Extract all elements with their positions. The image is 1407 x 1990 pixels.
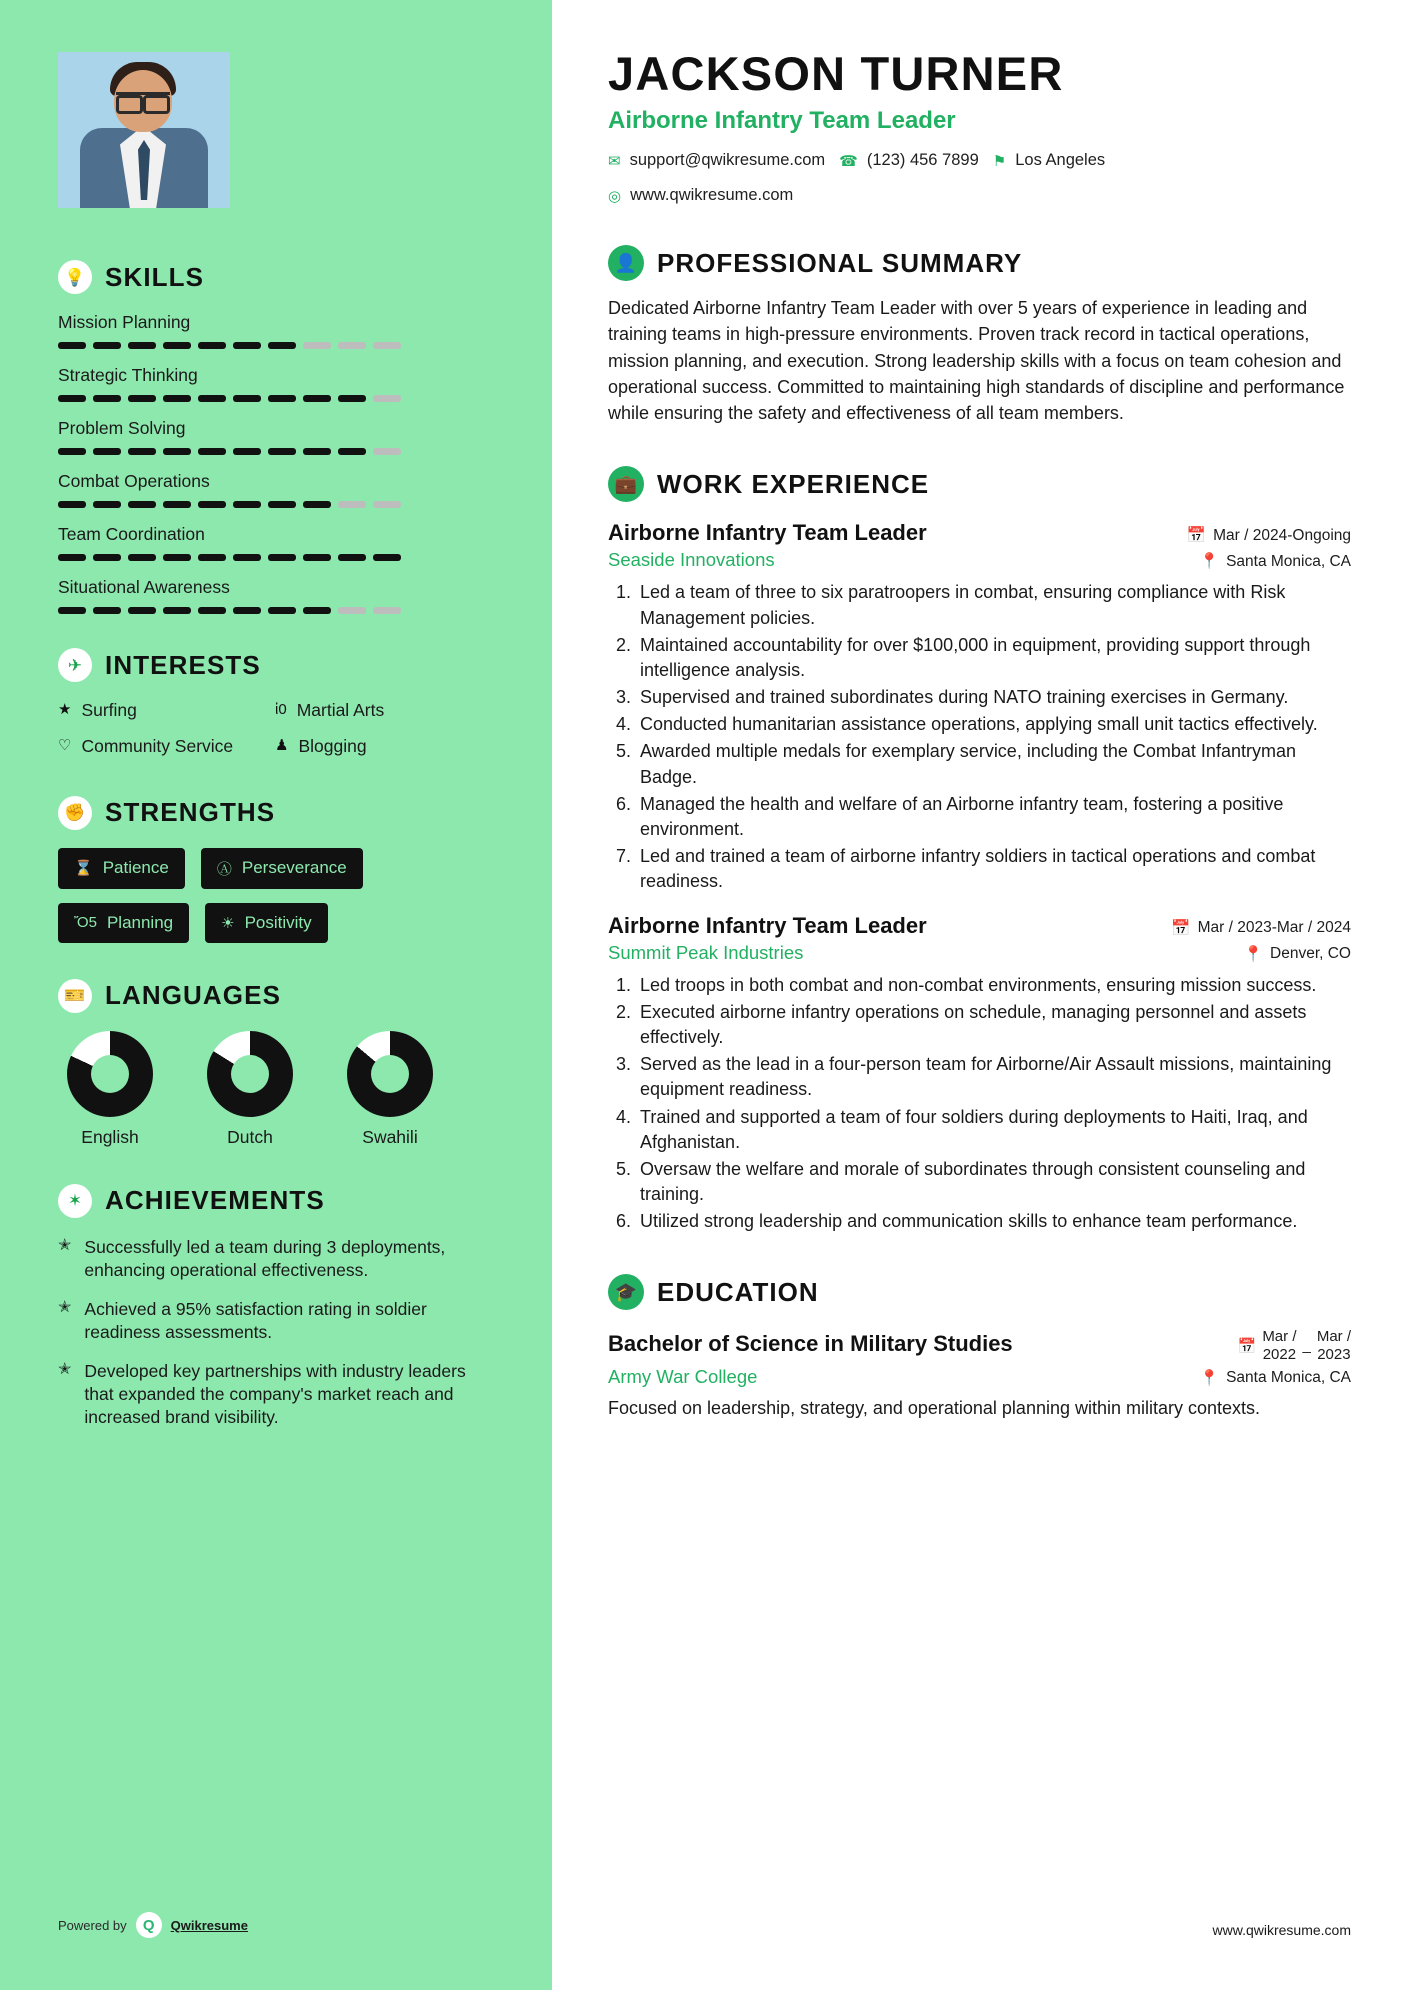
skill-dash [198,501,226,508]
skill-name: Situational Awareness [58,577,230,597]
globe-icon: ◎ [608,187,622,205]
skill-dash [198,554,226,561]
skill-level-bar [58,554,492,561]
strengths-heading [58,796,492,830]
achievements-heading [58,1184,492,1218]
skill-dash [163,554,191,561]
skill-dash [338,448,366,455]
job-header [608,913,1351,939]
strength-label: Planning [106,912,174,932]
award-icon: Ⓐ [216,860,232,878]
contact-text: www.qwikresume.com [630,186,794,204]
languages-heading [58,979,492,1013]
calendar-icon: 📅 [1186,527,1207,545]
education-location [1200,1369,1351,1388]
contact-text: (123) 456 7899 [866,151,979,169]
job-bullet: 4. Trained and supported a team of four soldiers during deployments to Haiti, Iraq, and Afghanistan. [636,1105,1351,1155]
contact-item[interactable] [839,151,979,170]
skill-name: Team Coordination [58,524,205,544]
job-company: Summit Peak Industries [608,941,804,963]
skill-dash [373,342,401,349]
skill-dash [93,607,121,614]
achievements-title: ACHIEVEMENTS [105,1185,325,1216]
envelope-icon: ✉ [608,152,621,170]
language-name: Swahili [362,1126,418,1147]
skill-dash [198,448,226,455]
skill-dash [163,448,191,455]
sidebar [0,0,552,1990]
skill-dash [58,554,86,561]
skill-dash [303,448,331,455]
education-heading [608,1274,1351,1310]
skill-dash [93,342,121,349]
achievements-section [58,1184,492,1430]
job-bullet: 3. Supervised and trained subordinates during NATO training exercises in Germany. [636,685,1351,710]
skill-dash [303,607,331,614]
professional-summary-title: PROFESSIONAL SUMMARY [657,247,1023,278]
skill-dash [128,501,156,508]
star-badge-icon: ✭ [58,1361,72,1379]
job-bullet-list [636,973,1351,1235]
graduation-icon: 🎓 [608,1274,644,1310]
user-circle-icon: 👤 [608,245,644,281]
skill-dash [128,395,156,402]
skill-dash [373,395,401,402]
contact-text: Los Angeles [1015,151,1106,169]
skills-heading [58,260,492,294]
education-header [608,1328,1351,1363]
skill-dash [128,554,156,561]
achievement-item [58,1360,492,1429]
achievement-text: Successfully led a team during 3 deployments, enhancing operational effectiveness. [84,1236,446,1280]
skill-level-bar [58,342,492,349]
star-icon: ★ [58,701,72,718]
job-bullet: 3. Served as the lead in a four-person team for Airborne/Air Assault missions, maintaining equipment readiness. [636,1052,1351,1102]
language-progress-donut [207,1031,293,1117]
footer-website: www.qwikresume.com [1212,1922,1351,1938]
badge-star-icon: ✶ [58,1184,92,1218]
education-subheader [608,1366,1351,1388]
contact-item[interactable] [993,151,1105,170]
education-date-end: Mar / 2023 [1316,1328,1351,1363]
job-location [1244,945,1351,964]
skill-dash [93,501,121,508]
job-bullet: 1. Led troops in both combat and non-combat environments, ensuring mission success. [636,973,1351,998]
skill-dash [338,395,366,402]
work-experience-heading [608,466,1351,502]
job-entry [608,520,1351,894]
skill-dash [338,607,366,614]
job-bullet: 7. Led and trained a team of airborne infantry soldiers in tactical operations and combat readiness. [636,844,1351,894]
calendar-icon: Ὄ5 [74,914,97,932]
skill-level-bar [58,607,492,614]
strength-label: Patience [102,858,169,878]
skill-dash [163,501,191,508]
education-date-separator: _ [1302,1337,1311,1355]
strength-chip [205,903,328,943]
achievement-item [58,1236,492,1282]
language-item [58,1031,162,1148]
location-icon: ⚑ [992,152,1007,170]
job-bullet: 6. Managed the health and welfare of an Airborne infantry team, fostering a positive environment. [636,792,1351,842]
skill-dash [198,342,226,349]
job-title: Airborne Infantry Team Leader [608,912,927,938]
lightbulb-icon: 💡 [58,260,92,294]
interests-heading [58,648,492,682]
skill-dash [303,342,331,349]
qwikresume-link[interactable]: Qwikresume [170,1917,248,1933]
interests-title: INTERESTS [105,649,261,680]
qwikresume-logo-icon: Q [136,1912,162,1938]
strength-chip [201,848,363,889]
strength-label: Perseverance [241,858,347,878]
job-location-text: Santa Monica, CA [1226,552,1351,570]
candidate-role: Airborne Infantry Team Leader [608,107,956,134]
job-date-text: Mar / 2023-Mar / 2024 [1197,919,1351,937]
job-location [1200,552,1351,571]
skill-dash [233,342,261,349]
skill-dash [338,501,366,508]
star-badge-icon: ✭ [58,1236,72,1254]
skill-dash [268,342,296,349]
people-icon: ♟ [275,736,289,754]
achievement-text: Developed key partnerships with industry leaders that expanded the company's market reach and increased brand visibility. [84,1361,466,1428]
job-bullet: 2. Maintained accountability for over $100,000 in equipment, providing support through intelligence analysis. [636,633,1351,683]
skills-title: SKILLS [105,261,205,292]
skill-dash [373,554,401,561]
skill-level-bar [58,448,492,455]
skill-dash [93,395,121,402]
strength-chip [58,903,189,943]
fist-icon: ✊ [58,796,92,830]
skill-dash [373,501,401,508]
skill-dash [268,448,296,455]
interests-section [58,648,492,772]
job-date [1171,919,1351,938]
education-date [1238,1328,1351,1363]
languages-title: LANGUAGES [105,980,282,1011]
briefcase-icon: 💼 [608,466,644,502]
job-title: Airborne Infantry Team Leader [608,520,927,546]
language-item [198,1031,302,1148]
skill-dash [268,395,296,402]
skills-section [58,260,492,614]
skill-dash [233,607,261,614]
paper-plane-icon: ✈ [58,648,92,682]
skill-dash [163,607,191,614]
skill-dash [58,342,86,349]
job-subheader [608,942,1351,964]
calendar-icon: 📅 [1171,919,1191,937]
job-company: Seaside Innovations [608,549,775,571]
language-item [338,1031,442,1148]
languages-section [58,979,492,1148]
skill-dash [338,554,366,561]
education-degree: Bachelor of Science in Military Studies [608,1330,1013,1356]
skill-dash [303,501,331,508]
powered-by [58,1912,248,1938]
sun-icon: ☀ [221,914,235,932]
skill-name: Strategic Thinking [58,365,198,385]
skill-dash [373,448,401,455]
job-location-text: Denver, CO [1270,945,1351,963]
interest-item [58,736,275,758]
interest-item [275,736,492,758]
interest-item [275,700,492,722]
job-bullet: 6. Utilized strong leadership and communication skills to enhance team performance. [636,1209,1351,1234]
education-title: EDUCATION [657,1276,819,1307]
skill-dash [58,395,86,402]
skill-dash [163,342,191,349]
location-icon: 📍 [1199,1369,1220,1387]
work-experience-section [608,466,1351,1234]
shield-icon: ♡ [58,736,72,754]
interest-label: Surfing [81,700,137,720]
skill-dash [268,554,296,561]
professional-summary-text: Dedicated Airborne Infantry Team Leader with over 5 years of experience in leading and training teams in high-pressure environments. Proven track record in tactical operations, mission planning, and execution. Strong leadership skills with a focus on team cohesion and operational success. Committed to maintaining high standards of discipline and performance while ensuring the safety and effectiveness of all team members. [608,298,1345,424]
star-badge-icon: ✭ [58,1298,72,1316]
language-progress-donut [347,1031,433,1117]
job-subheader [608,549,1351,571]
globe-icon: ἱ0 [275,701,287,718]
skill-name: Mission Planning [58,312,191,332]
job-bullet: 5. Oversaw the welfare and morale of subordinates through consistent counseling and training. [636,1157,1351,1207]
skill-dash [163,395,191,402]
skill-name: Combat Operations [58,471,210,491]
skill-dash [303,554,331,561]
skill-dash [58,448,86,455]
language-icon: 🎫 [58,979,92,1013]
strengths-section [58,796,492,943]
job-bullet: 1. Led a team of three to six paratroopers in combat, ensuring compliance with Risk Management policies. [636,580,1351,630]
skill-level-bar [58,501,492,508]
powered-by-label: Powered by [58,1917,127,1933]
avatar [58,52,230,208]
skill-dash [268,501,296,508]
location-icon: 📍 [1243,945,1264,963]
contact-list [608,151,1351,205]
interest-item [58,700,275,722]
skill-name: Problem Solving [58,418,186,438]
job-bullet: 4. Conducted humanitarian assistance operations, applying small unit tactics effectively. [636,712,1351,737]
skill-dash [268,607,296,614]
glasses-icon [116,92,170,105]
calendar-icon: 📅 [1237,1337,1257,1355]
education-school: Army War College [608,1365,758,1387]
skill-dash [233,501,261,508]
job-date-text: Mar / 2024-Ongoing [1213,526,1351,544]
professional-summary-section [608,245,1351,426]
strength-label: Positivity [244,912,312,932]
skill-dash [128,448,156,455]
strengths-title: STRENGTHS [105,797,276,828]
achievement-item [58,1298,492,1344]
skill-dash [128,342,156,349]
language-name: Dutch [227,1126,273,1147]
education-section [608,1274,1351,1421]
interest-label: Community Service [81,735,234,756]
job-entry [608,913,1351,1235]
skill-dash [128,607,156,614]
language-progress-donut [67,1031,153,1117]
job-bullet-list [636,580,1351,894]
interest-label: Martial Arts [296,700,385,720]
education-entry [608,1328,1351,1421]
skill-dash [303,395,331,402]
skill-dash [93,554,121,561]
strength-chip [58,848,185,889]
location-icon: 📍 [1199,553,1220,571]
professional-summary-heading [608,245,1351,281]
skill-dash [58,501,86,508]
work-experience-title: WORK EXPERIENCE [657,468,930,499]
main-content [552,0,1407,1990]
job-bullet: 5. Awarded multiple medals for exemplary service, including the Combat Infantryman Badge. [636,739,1351,789]
contact-item[interactable] [608,151,825,170]
skill-dash [338,342,366,349]
skill-level-bar [58,395,492,402]
skill-dash [198,395,226,402]
job-bullet: 2. Executed airborne infantry operations on schedule, managing personnel and assets effectively. [636,1000,1351,1050]
skill-dash [93,448,121,455]
contact-text: support@qwikresume.com [629,151,826,169]
skill-dash [233,395,261,402]
phone-icon: ☎ [839,152,858,170]
skill-dash [198,607,226,614]
candidate-name: JACKSON TURNER [608,47,1064,100]
education-description: Focused on leadership, strategy, and operational planning within military contexts. [608,1397,1261,1418]
education-location-text: Santa Monica, CA [1226,1369,1351,1387]
interest-label: Blogging [298,735,367,756]
skill-dash [233,448,261,455]
skill-dash [58,607,86,614]
skill-dash [233,554,261,561]
language-name: English [81,1126,139,1147]
hourglass-icon: ⌛ [74,860,93,878]
job-header [608,520,1351,546]
achievement-text: Achieved a 95% satisfaction rating in soldier readiness assessments. [84,1298,427,1343]
job-date [1187,526,1351,545]
education-date-start: Mar / 2022 [1262,1328,1297,1363]
contact-item[interactable] [608,186,793,205]
skill-dash [373,607,401,614]
